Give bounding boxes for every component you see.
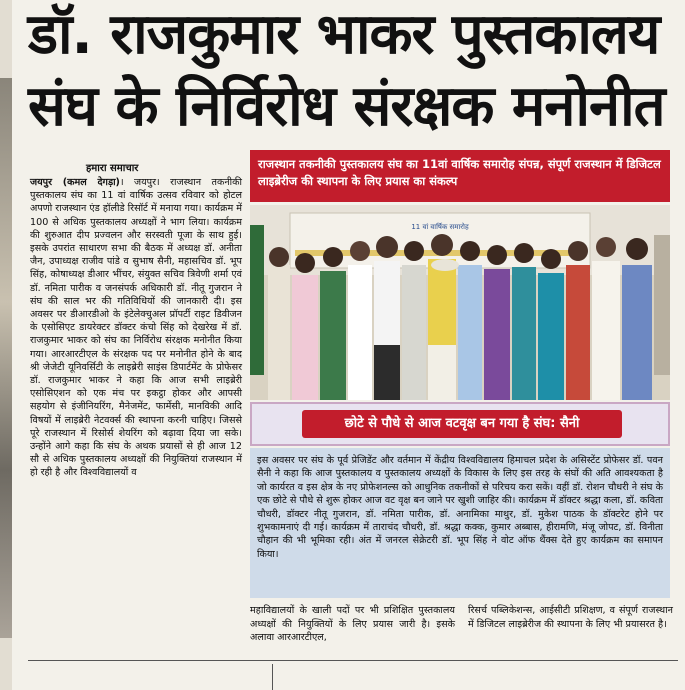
dateline: जयपुर (कमल देगड़ा) [30,177,120,188]
event-photo-illustration [250,205,670,400]
column-divider [272,664,273,690]
highlight-box-text: इस अवसर पर संघ के पूर्व प्रेजिडेंट और वर्तमान में केंद्रीय विश्वविद्यालय हिमाचल प्रदेश के असिस्टेंट प्रोफेसर डॉ. पवन सैनी ने कहा कि आज पुस्तकालय व पुस्तकालय अध्यक्षों के विकास के लिए इस तरह के संघों की अति आवश्यकता है जो कार्यरत व इस क्षेत्र के नए प्रोफेशनल्स को आधुनिक तकनीकों से परिचय करा सकें। वहीं डॉ. रोशन चौधरी ने संघ के एक छोटे से पौधे से शुरू होकर आज वट वृक्ष बन जाने पर खुशी जाहिर की। कार्यक्रम में डॉक्टर श्रद्धा कला, डॉ. कविता चौधरी, डॉक्टर नीतू गुजरान, डॉ. नमिता पारीक, डॉ. अनामिका माथुर, डॉ. मुकेश पाठक के डॉक्टरेट होने पर शुभकामनाएं दी गई। कार्यक्रम में ताराचंद चौधरी, डॉ. श्रद्धा कक्क, कुमार अब्बास, हीरामणि, मंजू जोपट, डॉ. विनीता चौहान की भी भूमिका रही। अंत में जनरल सेक्रेटरी डॉ. भूप सिंह ने वोट ऑफ थैंक्स देते हुए कार्यक्रम का समापन किया। [250,448,670,598]
bottom-column-2: रिसर्च पब्लिकेशन्स, आईसीटी प्रशिक्षण, व संपूर्ण राजस्थान में डिजिटल लाइब्रेरीज की स्थापना के लिए भी प्रयासरत है। [468,605,673,630]
kicker-box: राजस्थान तकनीकी पुस्तकालय संघ का 11वां वार्षिक समारोह संपन्न, संपूर्ण राजस्थान में डिजिटल लाइब्रेरीज की स्थापना के लिए प्रयास का संकल्प [250,150,670,202]
subheadline-box [250,402,670,446]
adjacent-photo [0,78,12,638]
byline: हमारा समाचार [86,163,139,174]
headline-line-2: संघ के निर्विरोध संरक्षक मनोनीत [28,74,665,139]
event-photo [250,205,670,400]
adjacent-photo-strip [0,0,12,690]
subheadline: छोटे से पौधे से आज वटवृक्ष बन गया है संघ: सैनी [302,410,622,438]
banner-text: 11 वां वार्षिक समारोह [411,223,469,231]
section-divider [28,660,678,661]
left-column-article [30,176,242,480]
headline-line-1: डॉ. राजकुमार भाकर पुस्तकालय [28,2,660,67]
left-column-text: । जयपुर। राजस्थान तकनीकी पुस्तकालय संघ का 11 वां वार्षिक उत्सव रविवार को होटल अपणो राजस्थान एंड हॉलीडे रिसॉर्ट में मनाया गया। कार्यक्रम में 100 से अधिक पुस्तकालय अध्यक्षों ने भाग लिया। कार्यक्रम की शुरुआत दीप प्रज्वलन और सरस्वती पूजा के साथ हुई। इसके उपरांत साधारण सभा की बैठक में अध्यक्ष डॉ. अनीता जैन, उपाध्यक्ष राजीव पांडे व सुभाष सैनी, महासचिव डॉ. भूप सिंह, कोषाध्यक्ष डीआर भींचर, संयुक्त सचिव त्रिवेणी शर्मा एवं डॉ. नमिता पारीक व जनसंपर्क अधिकारी डॉ. नीतू गुजरान ने संघ की साल भर की गतिविधियों की जानकारी दी। इस अवसर पर डीआरडीओ के इंटेलेक्चुअल प्रॉपर्टी राइट डिवीजन के एसोसिएट डायरेक्टर डॉक्टर कंचो सिंह को देखरेख में डॉ. राजकुमार भाकर को संघ का निर्विरोध संरक्षक मनोनीत किया गया। आरआरटीएल के संरक्षक पद पर मनोनीत होने के बाद श्री जेजेटी यूनिवर्सिटी के लाइब्रेरी साइंस डिपार्टमेंट के प्रोफेसर डॉ. राजकुमार भाकर ने कहा कि आज सभी लाइब्रेरी एसोसिएशन को एक मंच पर इकट्ठा होकर और आपसी सहयोग से इंजीनियरिंग, मैनेजमेंट, फार्मेसी, मानविकी आदि विषयों में लाइब्रेरी नेटवर्क्स की स्थापना करनी चाहिए। जिससे पूरे राजस्थान में रिसोर्स शेयरिंग को बढ़ावा दिया जा सके। उन्होंने आगे कहा कि संघ के अथक प्रयासों से ही आज 12 सौ से अधिक पुस्तकालय अध्यक्षों की नियुक्तियां राजस्थान में हो रही है और विश्वविद्यालयों व [30,177,243,479]
bottom-column-1: महाविद्यालयों के खाली पदों पर भी प्रशिक्षित पुस्तकालय अध्यक्षों की नियुक्तियों के लिए प्रयास जारी है। इसके अलावा आरआरटीएल, [250,605,455,644]
